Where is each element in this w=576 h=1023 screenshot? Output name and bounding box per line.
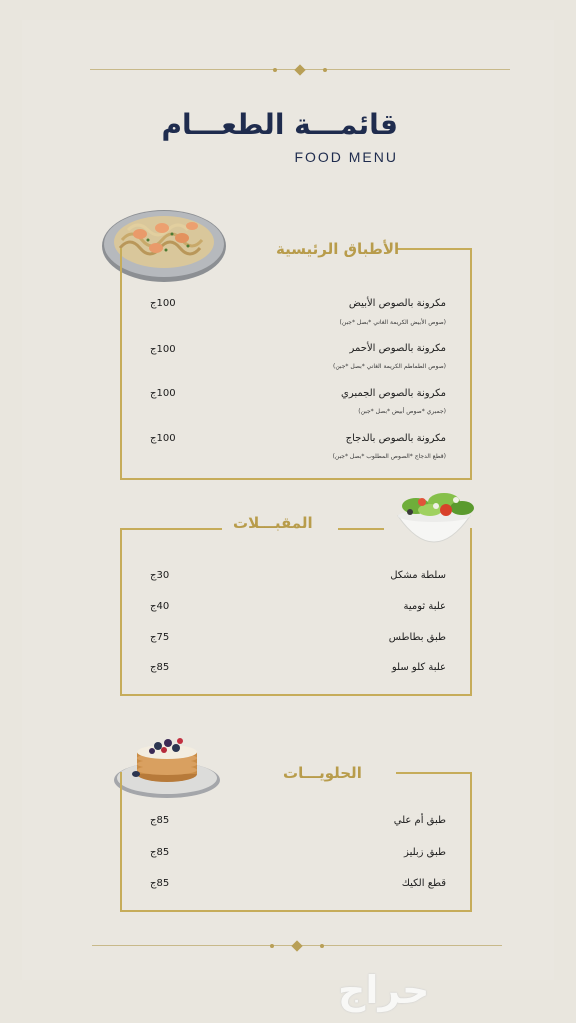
main-item-2-name: مكرونة بالصوص الأحمر xyxy=(349,343,446,354)
dessert-item-2-name: طبق زبليز xyxy=(404,847,446,858)
main-item-1-name: مكرونة بالصوص الأبيض xyxy=(348,298,446,309)
starter-item-3-name: طبق بطاطس xyxy=(388,632,446,643)
desserts-title: الحلويـــات xyxy=(283,764,362,782)
main-item-4-desc: (قطع الدجاج *الصوص المطلوب *بصل *جبن) xyxy=(332,453,446,460)
bottom-ornament xyxy=(92,942,502,950)
main-item-4-price: 100ج xyxy=(150,433,176,444)
main-item-1-price: 100ج xyxy=(150,298,176,309)
starter-item-4-name: علبة كلو سلو xyxy=(391,662,446,673)
dessert-item-1-name: طبق أم علي xyxy=(393,815,446,826)
dessert-item-3-name: قطع الكيك xyxy=(401,878,446,889)
starter-item-1-name: سلطة مشكل xyxy=(390,570,446,581)
main-dishes-title: الأطباق الرئيسية xyxy=(276,240,400,258)
main-item-3-name: مكرونة بالصوص الجمبري xyxy=(341,388,446,399)
desserts-box xyxy=(120,772,472,912)
top-ornament xyxy=(90,66,510,74)
starter-item-3-price: 75ج xyxy=(150,632,170,643)
main-item-3-desc: (جمبري *صوص أبيض *بصل *جبن) xyxy=(358,408,446,415)
dessert-item-3-price: 85ج xyxy=(150,878,170,889)
watermark: حراج xyxy=(338,968,430,1012)
starter-item-4-price: 85ج xyxy=(150,662,170,673)
starters-title: المقبـــلات xyxy=(233,514,313,532)
menu-title-arabic: قائمـــة الطعـــام xyxy=(161,108,398,141)
main-item-2-desc: (صوص الطماطم الكريمة الغاني *بصل *جبن) xyxy=(332,363,446,370)
dessert-item-1-price: 85ج xyxy=(150,815,170,826)
starter-item-2-name: علبة ثومية xyxy=(403,601,446,612)
main-item-4-name: مكرونة بالصوص بالدجاج xyxy=(345,433,446,444)
main-item-3-price: 100ج xyxy=(150,388,176,399)
main-item-2-price: 100ج xyxy=(150,344,176,355)
starter-item-1-price: 30ج xyxy=(150,570,170,581)
main-item-1-desc: (صوص الأبيض الكريمة الغاني *بصل *جبن) xyxy=(339,319,446,326)
starter-item-2-price: 40ج xyxy=(150,601,170,612)
dessert-item-2-price: 85ج xyxy=(150,847,170,858)
menu-title-english: FOOD MENU xyxy=(294,149,398,165)
